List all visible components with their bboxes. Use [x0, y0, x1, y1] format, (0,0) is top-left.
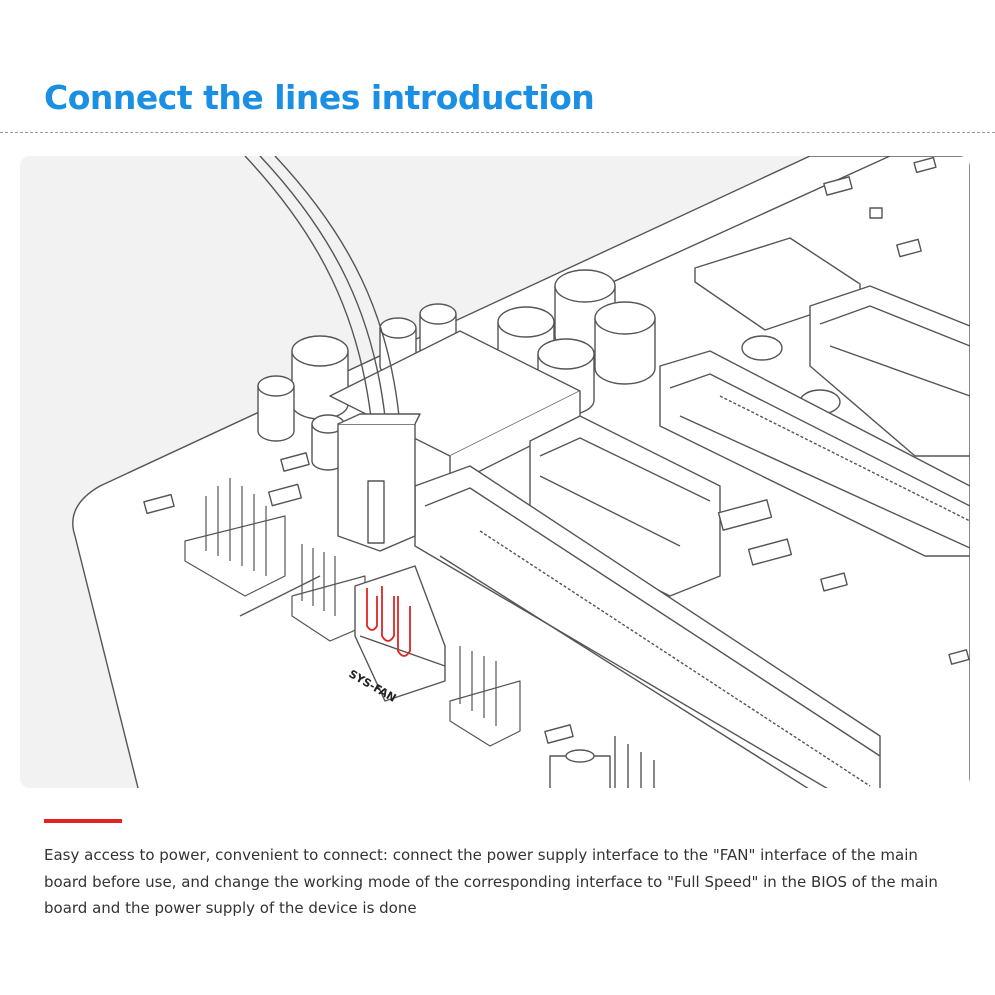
dashed-divider [0, 132, 995, 133]
accent-bar [44, 819, 122, 823]
cable-connector [338, 414, 420, 551]
description-text: Easy access to power, convenient to connect: connect the power supply interface to the "FAN" interface of the main board before use, and change the working mode of the corresponding interface to "Full Speed" in the BIOS of the main board and the power supply of the device is done [44, 846, 938, 917]
motherboard-illustration [20, 156, 970, 788]
sys-fan-label: SYS-FAN [346, 667, 399, 705]
page-title: Connect the lines introduction [44, 78, 595, 117]
